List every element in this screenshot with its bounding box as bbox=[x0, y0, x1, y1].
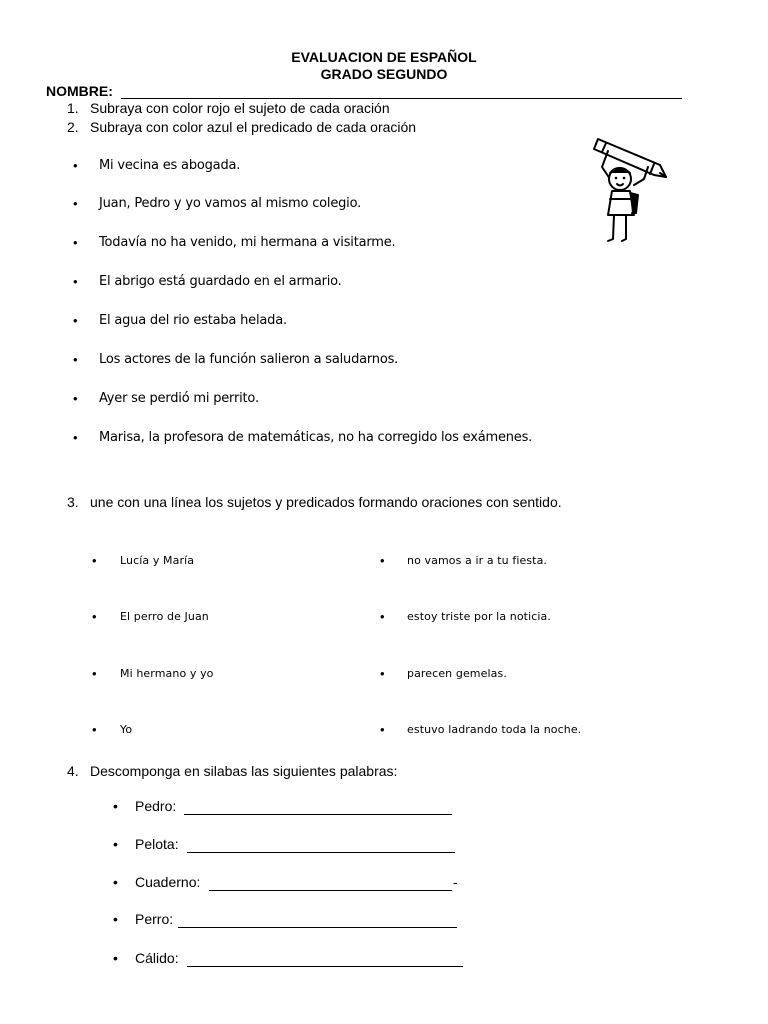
instruction-2-text: Subraya con color azul el predicado de cada oración bbox=[90, 119, 417, 135]
sentence-list bbox=[73, 0, 673, 460]
word-label-calido: Cálido: bbox=[135, 950, 179, 966]
bullet: • bbox=[380, 609, 385, 624]
bullet: • bbox=[380, 722, 385, 737]
section-4-number: 4. bbox=[67, 763, 79, 779]
answer-line-cuaderno[interactable] bbox=[209, 876, 452, 891]
word-label-pedro: Pedro: bbox=[135, 798, 177, 814]
word-label-cuaderno: Cuaderno: bbox=[135, 874, 201, 890]
word-label-pelota: Pelota: bbox=[135, 836, 179, 852]
answer-line-calido[interactable] bbox=[187, 952, 463, 967]
section-3-number: 3. bbox=[67, 494, 79, 510]
subject-3: Mi hermano y yo bbox=[120, 667, 214, 680]
bullet: • bbox=[92, 553, 97, 568]
section-4-text: Descomponga en silabas las siguientes palabras: bbox=[90, 763, 398, 779]
bullet: • bbox=[92, 666, 97, 681]
answer-line-perro[interactable] bbox=[178, 913, 457, 928]
sentence-text: Ayer se perdió mi perrito. bbox=[99, 391, 259, 406]
bullet: • bbox=[113, 874, 118, 890]
sentence-text: Marisa, la profesora de matemáticas, no ha corregido los exámenes. bbox=[99, 430, 533, 445]
instruction-2-number: 2. bbox=[67, 119, 79, 135]
bullet: • bbox=[73, 391, 78, 406]
sentence-text: El abrigo está guardado en el armario. bbox=[99, 274, 342, 289]
bullet: • bbox=[73, 430, 78, 445]
name-label: NOMBRE: bbox=[46, 83, 113, 99]
bullet: • bbox=[92, 609, 97, 624]
sentence-text: Todavía no ha venido, mi hermana a visitarme. bbox=[99, 235, 396, 250]
sentence-text: El agua del rio estaba helada. bbox=[99, 313, 287, 328]
bullet: • bbox=[113, 798, 118, 814]
bullet: • bbox=[113, 950, 118, 966]
bullet: • bbox=[73, 235, 78, 250]
bullet: • bbox=[92, 722, 97, 737]
answer-line-pedro[interactable] bbox=[184, 800, 452, 815]
instruction-1-text: Subraya con color rojo el sujeto de cada oración bbox=[90, 100, 390, 116]
bullet: • bbox=[73, 313, 78, 328]
instruction-1-number: 1. bbox=[67, 100, 79, 116]
sentence-text: Los actores de la función salieron a saludarnos. bbox=[99, 352, 399, 367]
predicate-4: estuvo ladrando toda la noche. bbox=[407, 723, 582, 736]
predicate-3: parecen gemelas. bbox=[407, 667, 507, 680]
word-label-perro: Perro: bbox=[135, 911, 174, 927]
sentence-text: Mi vecina es abogada. bbox=[99, 158, 241, 173]
section-3-text: une con una línea los sujetos y predicados formando oraciones con sentido. bbox=[90, 494, 562, 510]
answer-line-pelota[interactable] bbox=[187, 838, 455, 853]
cuaderno-suffix: - bbox=[453, 874, 458, 890]
bullet: • bbox=[113, 911, 118, 927]
bullet: • bbox=[73, 158, 78, 173]
page-title: EVALUACION DE ESPAÑOL bbox=[291, 49, 477, 65]
predicate-1: no vamos a ir a tu fiesta. bbox=[407, 554, 548, 567]
bullet: • bbox=[73, 352, 78, 367]
bullet: • bbox=[380, 666, 385, 681]
sentence-text: Juan, Pedro y yo vamos al mismo colegio. bbox=[99, 196, 362, 211]
bullet: • bbox=[113, 836, 118, 852]
bullet: • bbox=[380, 553, 385, 568]
student-pencil-illustration bbox=[588, 133, 672, 247]
subject-4: Yo bbox=[120, 723, 133, 736]
bullet: • bbox=[73, 274, 78, 289]
predicate-2: estoy triste por la noticia. bbox=[407, 610, 551, 623]
subject-1: Lucía y María bbox=[120, 554, 195, 567]
page-subtitle: GRADO SEGUNDO bbox=[320, 66, 448, 82]
subject-2: El perro de Juan bbox=[120, 610, 209, 623]
bullet: • bbox=[73, 196, 78, 211]
